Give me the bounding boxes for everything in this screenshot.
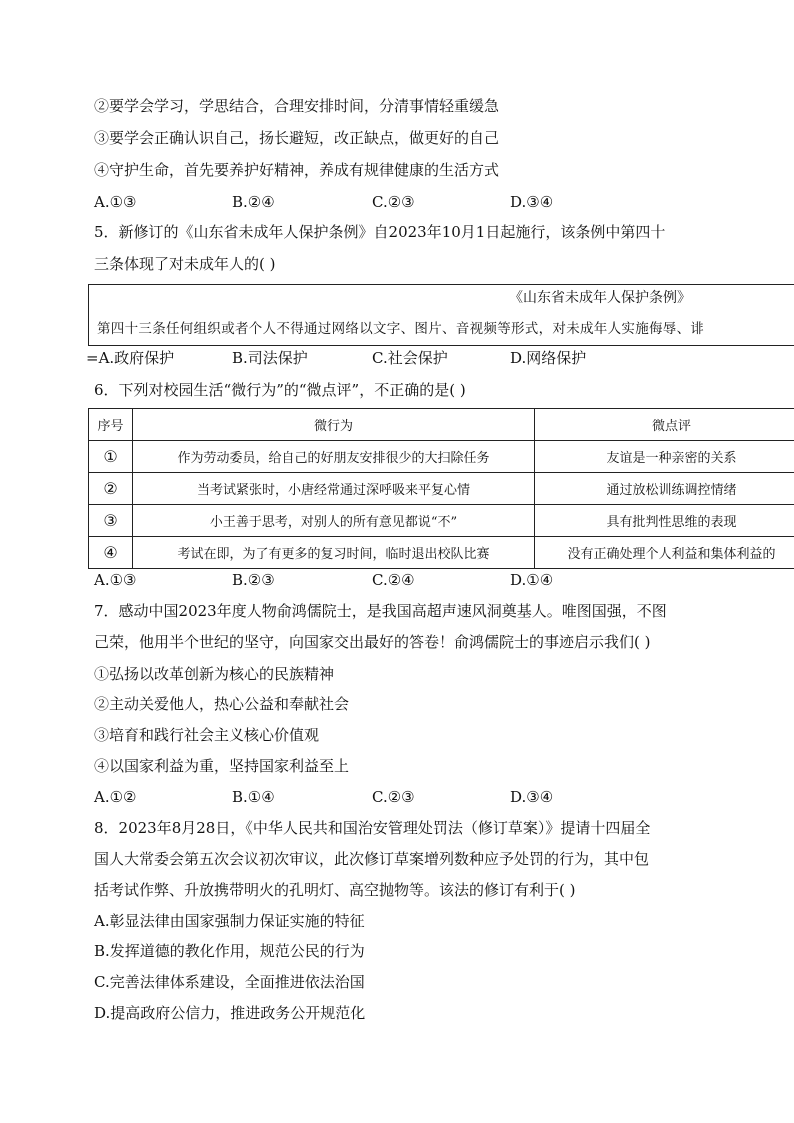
q7-option-d: D.③④ (510, 788, 554, 806)
q7-item-1: ①弘扬以改革创新为核心的民族精神 (94, 665, 335, 683)
q5-option-a: =A.政府保护 (86, 349, 175, 367)
table-row (89, 537, 794, 569)
q5-option-c: C.社会保护 (372, 349, 448, 367)
q4-item-3: ③要学会正确认识自己，扬长避短，改正缺点，做更好的自己 (94, 129, 500, 147)
q5-stem-line-1: 5．新修订的《山东省未成年人保护条例》自2023年10月1日起施行，该条例中第四十 (94, 223, 666, 241)
q6-option-a: A.①③ (94, 571, 137, 589)
q8-option-c: C.完善法律体系建设，全面推进依法治国 (94, 973, 365, 991)
q6-option-b: B.②③ (232, 571, 275, 589)
table-header-row (89, 409, 794, 441)
row-comment: 具有批判性思维的表现 (535, 505, 794, 537)
q7-item-3: ③培育和践行社会主义核心价值观 (94, 726, 320, 744)
header-number: 序号 (89, 409, 133, 441)
q8-option-d: D.提高政府公信力，推进政务公开规范化 (94, 1004, 366, 1022)
q8-stem-line-1: 8．2023年8月28日，《中华人民共和国治安管理处罚法（修订草案）》提请十四届全 (94, 819, 651, 837)
row-number: ② (89, 473, 133, 505)
q5-material-text: 第四十三条任何组织或者个人不得通过网络以文字、图片、音视频等形式，对未成年人实施侮辱、诽 (97, 321, 705, 337)
q5-material-title: 《山东省未成年人保护条例》 (509, 290, 691, 306)
q4-option-b: B.②④ (232, 193, 275, 211)
q7-option-c: C.②③ (372, 788, 415, 806)
table-row (89, 441, 794, 473)
q6-option-c: C.②④ (372, 571, 415, 589)
q7-item-4: ④以国家利益为重，坚持国家利益至上 (94, 757, 350, 775)
header-behavior: 微行为 (133, 409, 535, 441)
q6-table (88, 408, 794, 569)
q7-stem-line-1: 7．感动中国2023年度人物俞鸿儒院士，是我国高超声速风洞奠基人。唯图国强，不图 (94, 602, 667, 620)
q7-option-b: B.①④ (232, 788, 275, 806)
table-row (89, 473, 794, 505)
row-behavior: 考试在即，为了有更多的复习时间，临时退出校队比赛 (133, 537, 535, 569)
q4-option-d: D.③④ (510, 193, 554, 211)
q5-material-box (88, 284, 794, 346)
row-comment: 没有正确处理个人利益和集体利益的 (535, 537, 794, 569)
q8-stem-line-3: 括考试作弊、升放携带明火的孔明灯、高空抛物等。该法的修订有利于( ) (94, 881, 576, 899)
q8-option-a: A.彰显法律由国家强制力保证实施的特征 (94, 912, 365, 930)
table-row (89, 505, 794, 537)
q6-option-d: D.①④ (510, 571, 554, 589)
q5-stem-line-2: 三条体现了对未成年人的( ) (94, 255, 276, 273)
q5-option-d: D.网络保护 (510, 349, 587, 367)
row-behavior: 作为劳动委员，给自己的好朋友安排很少的大扫除任务 (133, 441, 535, 473)
row-number: ③ (89, 505, 133, 537)
q7-item-2: ②主动关爱他人，热心公益和奉献社会 (94, 695, 350, 713)
q4-option-c: C.②③ (372, 193, 415, 211)
q7-option-a: A.①② (94, 788, 137, 806)
row-comment: 通过放松训练调控情绪 (535, 473, 794, 505)
row-number: ① (89, 441, 133, 473)
q8-option-b: B.发挥道德的教化作用，规范公民的行为 (94, 942, 365, 960)
row-behavior: 当考试紧张时，小唐经常通过深呼吸来平复心情 (133, 473, 535, 505)
row-behavior: 小王善于思考，对别人的所有意见都说“不” (133, 505, 535, 537)
q7-stem-line-2: 己荣，他用半个世纪的坚守，向国家交出最好的答卷！俞鸿儒院士的事迹启示我们( ) (94, 633, 651, 651)
row-number: ④ (89, 537, 133, 569)
q4-item-2: ②要学会学习，学思结合，合理安排时间，分清事情轻重缓急 (94, 97, 500, 115)
header-comment: 微点评 (535, 409, 794, 441)
q4-item-4: ④守护生命，首先要养护好精神，养成有规律健康的生活方式 (94, 161, 500, 179)
q6-stem: 6．下列对校园生活“微行为”的“微点评”，不正确的是( ) (94, 381, 466, 399)
q8-stem-line-2: 国人大常委会第五次会议初次审议，此次修订草案增列数种应予处罚的行为，其中包 (94, 850, 650, 868)
q4-option-a: A.①③ (94, 193, 137, 211)
row-comment: 友谊是一种亲密的关系 (535, 441, 794, 473)
q5-option-b: B.司法保护 (232, 349, 308, 367)
